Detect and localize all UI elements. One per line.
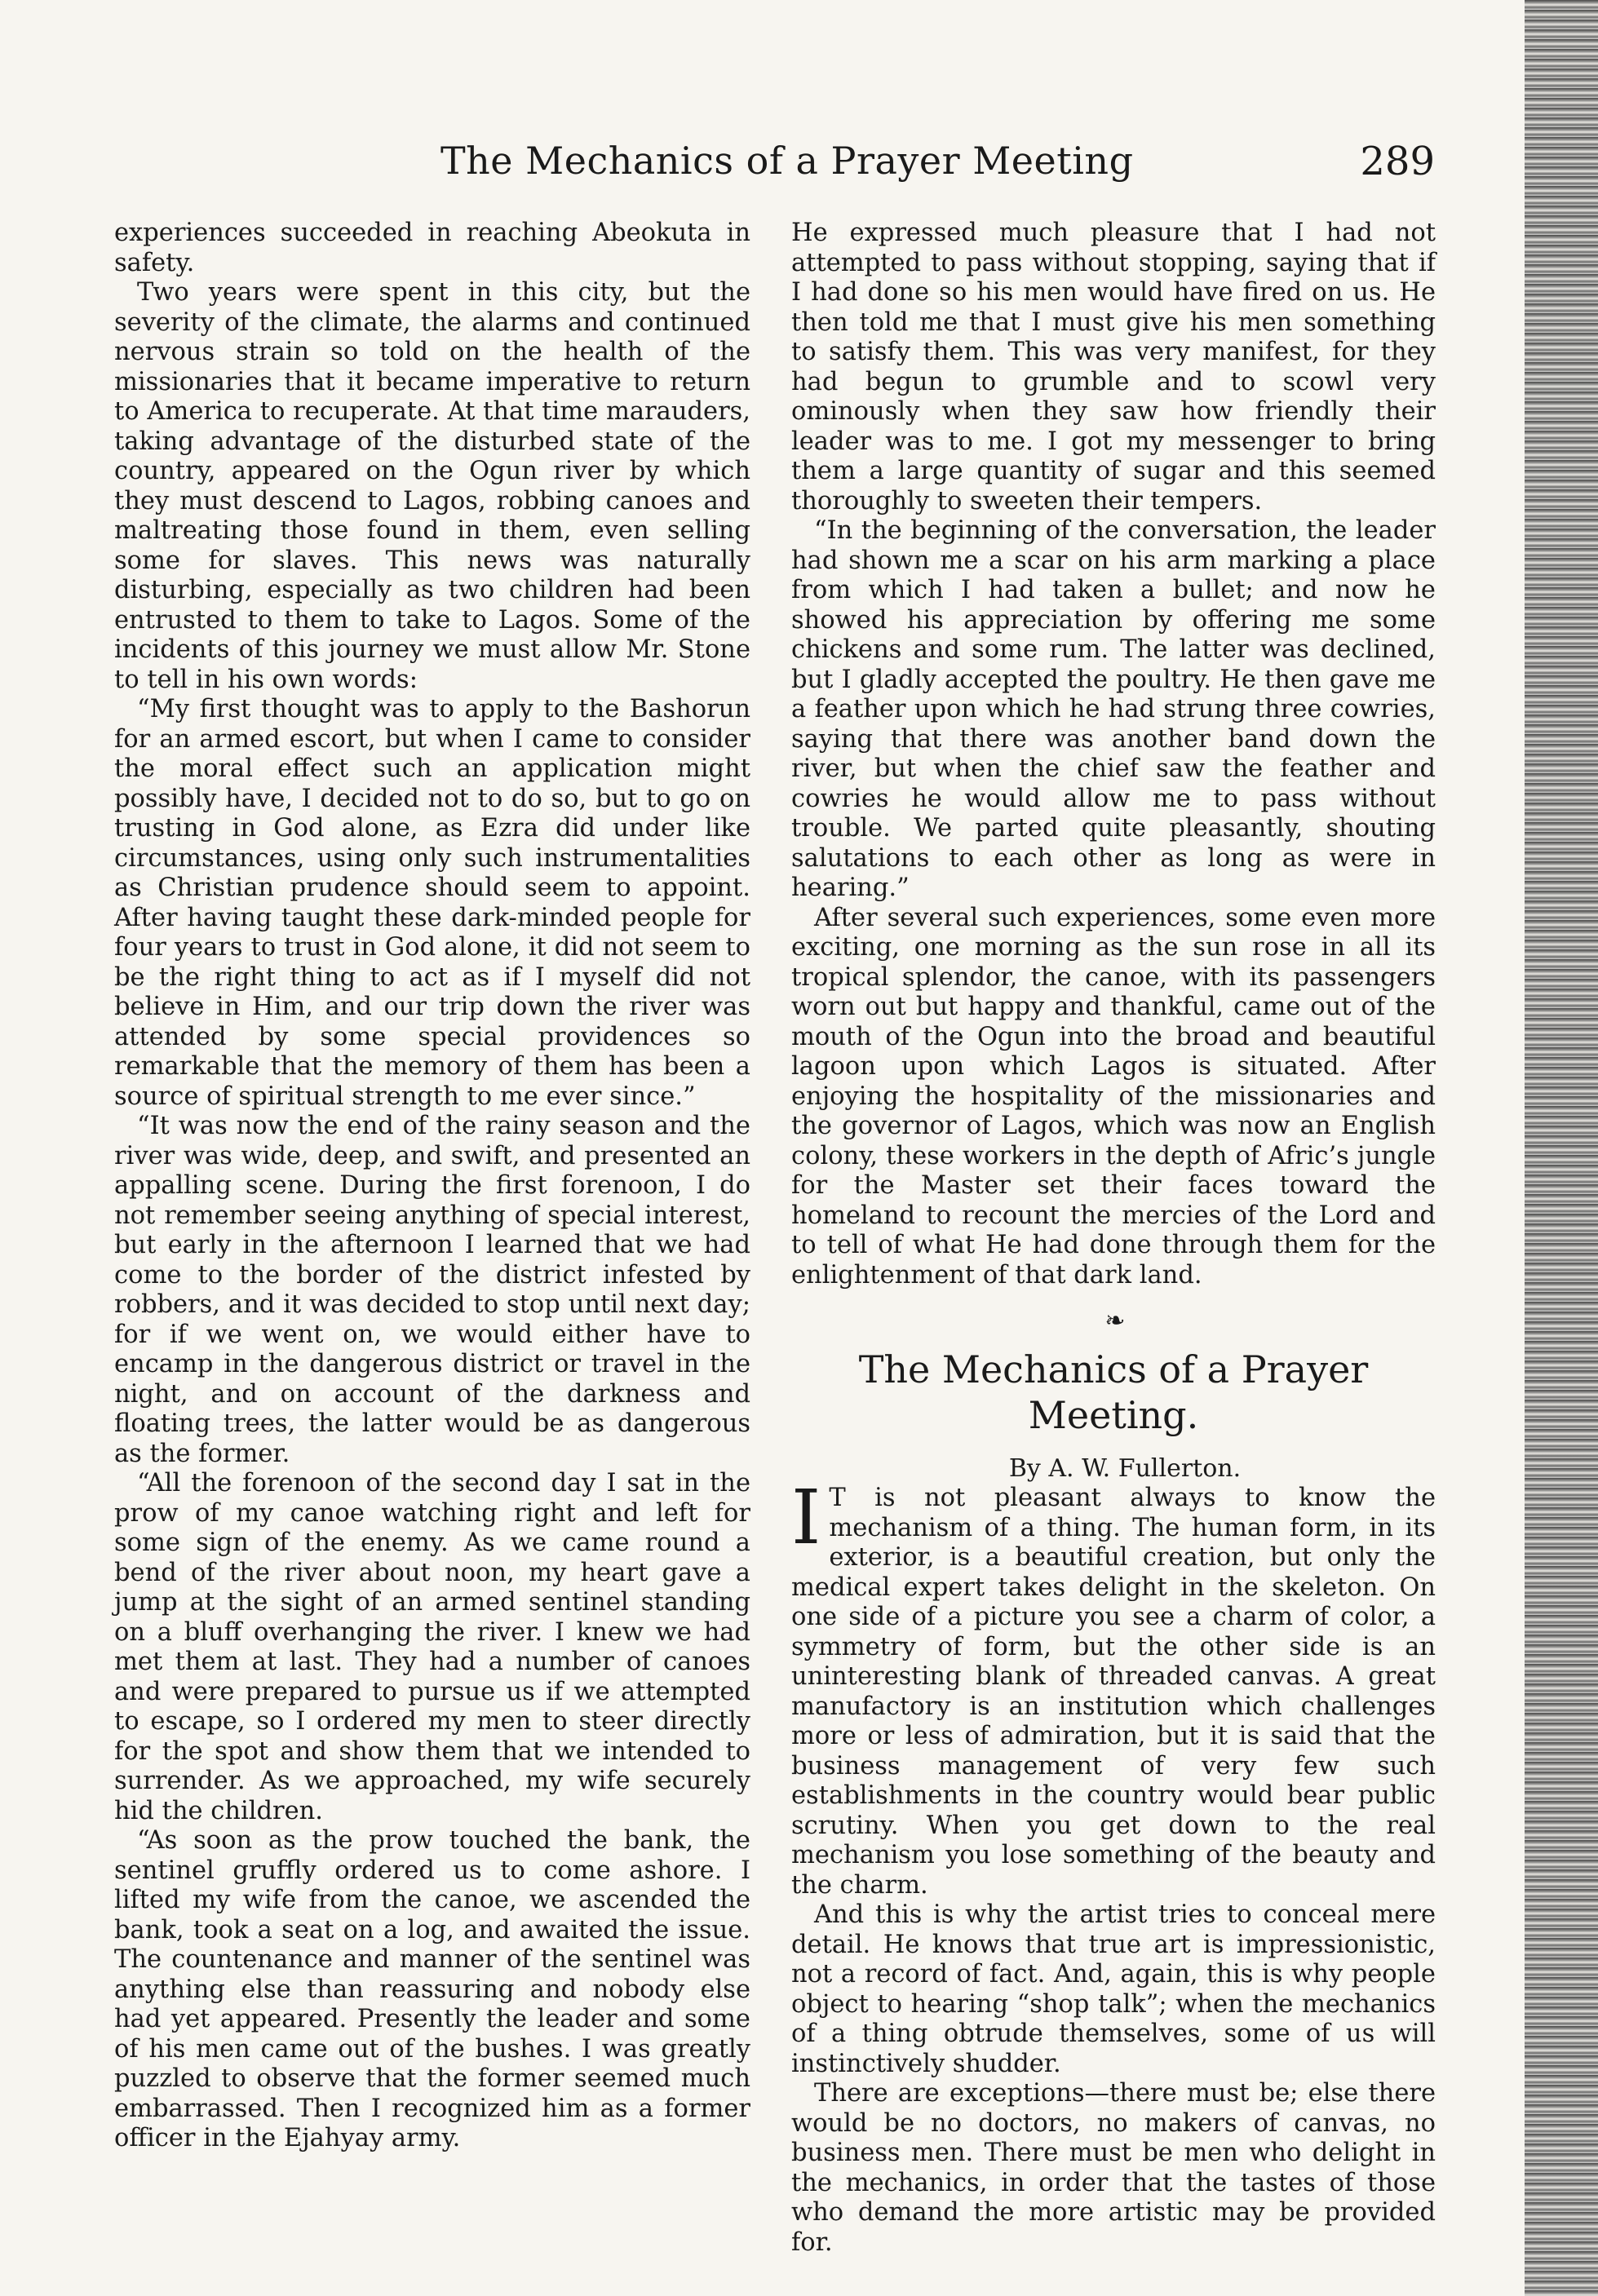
article-byline: By A. W. Fullerton. [1008,1453,1242,1483]
paragraph: “All the forenoon of the second day I sat in the prow of my canoe watching right and left for some sign of the enemy. As we came round a bend of the river about noon, my heart gave a jump at the sight of an armed sentinel standing on a bluff overhanging the river. I knew we had met them at last. They had a number of canoes and were prepared to pursue us if we attempted to escape, so I ordered my men to steer directly for the spot and show them that we intended to surrender. As we approached, my wife securely hid the children. [114,1469,750,1825]
paragraph: “It was now the end of the rainy season and the river was wide, deep, and swift, and presented an appalling scene. During the first forenoon, I do not remember seeing anything of special interest, but early in the afternoon I learned that we had come to the border of the district infested by robbers, and it was decided to stop until next day; for if we went on, we would either have to encamp in the dangerous district or travel in the night, and on account of the darkness and floating trees, the latter would be as dangerous as the former. [114,1112,750,1468]
right-column [791,219,1436,2258]
paragraph: And this is why the artist tries to conceal mere detail. He knows that true art is impressionistic, not a record of fact. And, again, this is why people object to hearing “shop talk”; when the mechanics of a thing obtrude themselves, some of us will instinctively shudder. [791,1900,1436,2078]
paragraph: Two years were spent in this city, but the severity of the climate, the alarms and continued nervous strain so told on the health of the missionaries that it became imperative to return to America to recuperate. At that time marauders, taking advantage of the disturbed state of the country, appeared on the Ogun river by which they must descend to Lagos, robbing canoes and maltreating those found in them, even selling some for slaves. This news was naturally disturbing, especially as two children had been entrusted to them to take to Lagos. Some of the incidents of this journey we must allow Mr. Stone to tell in his own words: [114,278,750,694]
ornament-icon: ❧ [1104,1307,1122,1335]
article-title: The Mechanics of a Prayer Meeting. [858,1347,1369,1437]
drop-cap: I [791,1474,821,1561]
page-number: 289 [1360,139,1435,184]
paragraph: “In the beginning of the conversation, the leader had shown me a scar on his arm marking a place from which I had taken a bullet; and now he showed his appreciation by offering me some chickens and some rum. The latter was declined, but I gladly accepted the poultry. He then gave me a feather upon which he had strung three cowries, saying that there was another band down the river, but when the chief saw the feather and cowries he would allow me to pass without trouble. We parted quite pleasantly, shouting salutations to each other as long as were in hearing.” [791,516,1436,902]
first-paragraph-text: T is not pleasant always to know the mechanism of a thing. The human form, in its exterior, is a beautiful creation, but only the medical expert takes delight in the skeleton. On one side of a picture you see a charm of color, a symmetry of form, but the other side is an uninteresting blank of threaded canvas. A great manufactory is an institution which challenges more or less of admiration, but it is said that the business management of very few such establishments in the country would bear public scrutiny. When you get down to the real mechanism you lose something of the beauty and the charm. [791,1484,1436,1900]
left-column [114,219,750,2154]
paragraph: experiences succeeded in reaching Abeokuta in safety. [114,219,750,277]
running-title: The Mechanics of a Prayer Meeting [440,139,1134,183]
paragraph: “My first thought was to apply to the Bashorun for an armed escort, but when I came to consider the moral effect such an application might possibly have, I decided not to do so, but to go on trusting in God alone, as Ezra did under like circumstances, using only such instrumentalities as Christian prudence should seem to appoint. After having taught these dark-minded people for four years to trust in God alone, it did not seem to be the right thing to act as if I myself did not believe in Him, and our trip down the river was attended by some special providences so remarkable that the memory of them has been a source of spiritual strength to me ever since.” [114,695,750,1111]
paragraph: There are exceptions—there must be; else there would be no doctors, no makers of canvas, no business men. There must be men who delight in the mechanics, in order that the tastes of those who demand the more artistic may be provided for. [791,2079,1436,2257]
article-first-paragraph [791,1474,1436,1900]
paragraph: After several such experiences, some even more exciting, one morning as the sun rose in all its tropical splendor, the canoe, with its passengers worn out but happy and thankful, came out of the mouth of the Ogun into the broad and beautiful lagoon upon which Lagos is situated. After enjoying the hospitality of the missionaries and the governor of Lagos, which was now an English colony, these workers in the depth of Afric’s jungle for the Master set their faces toward the homeland to recount the mercies of the Lord and to tell of what He had done through them for the enlightenment of that dark land. [791,903,1436,1290]
scanned-page-edge [1525,0,1598,2296]
running-head [114,139,1435,196]
paragraph: He expressed much pleasure that I had not attempted to pass without stopping, saying that if I had done so his men would have fired on us. He then told me that I must give his men something to satisfy them. This was very manifest, for they had begun to grumble and to scowl very ominously when they saw how friendly their leader was to me. I got my messenger to bring them a large quantity of sugar and this seemed thoroughly to sweeten their tempers. [791,219,1436,515]
paragraph: “As soon as the prow touched the bank, the sentinel gruffly ordered us to come ashore. I lifted my wife from the canoe, we ascended the bank, took a seat on a log, and awaited the issue. The countenance and manner of the sentinel was anything else than reassuring and nobody else had yet appeared. Presently the leader and some of his men came out of the bushes. I was greatly puzzled to observe that the former seemed much embarrassed. Then I recognized him as a former officer in the Ejahyay army. [114,1826,750,2152]
